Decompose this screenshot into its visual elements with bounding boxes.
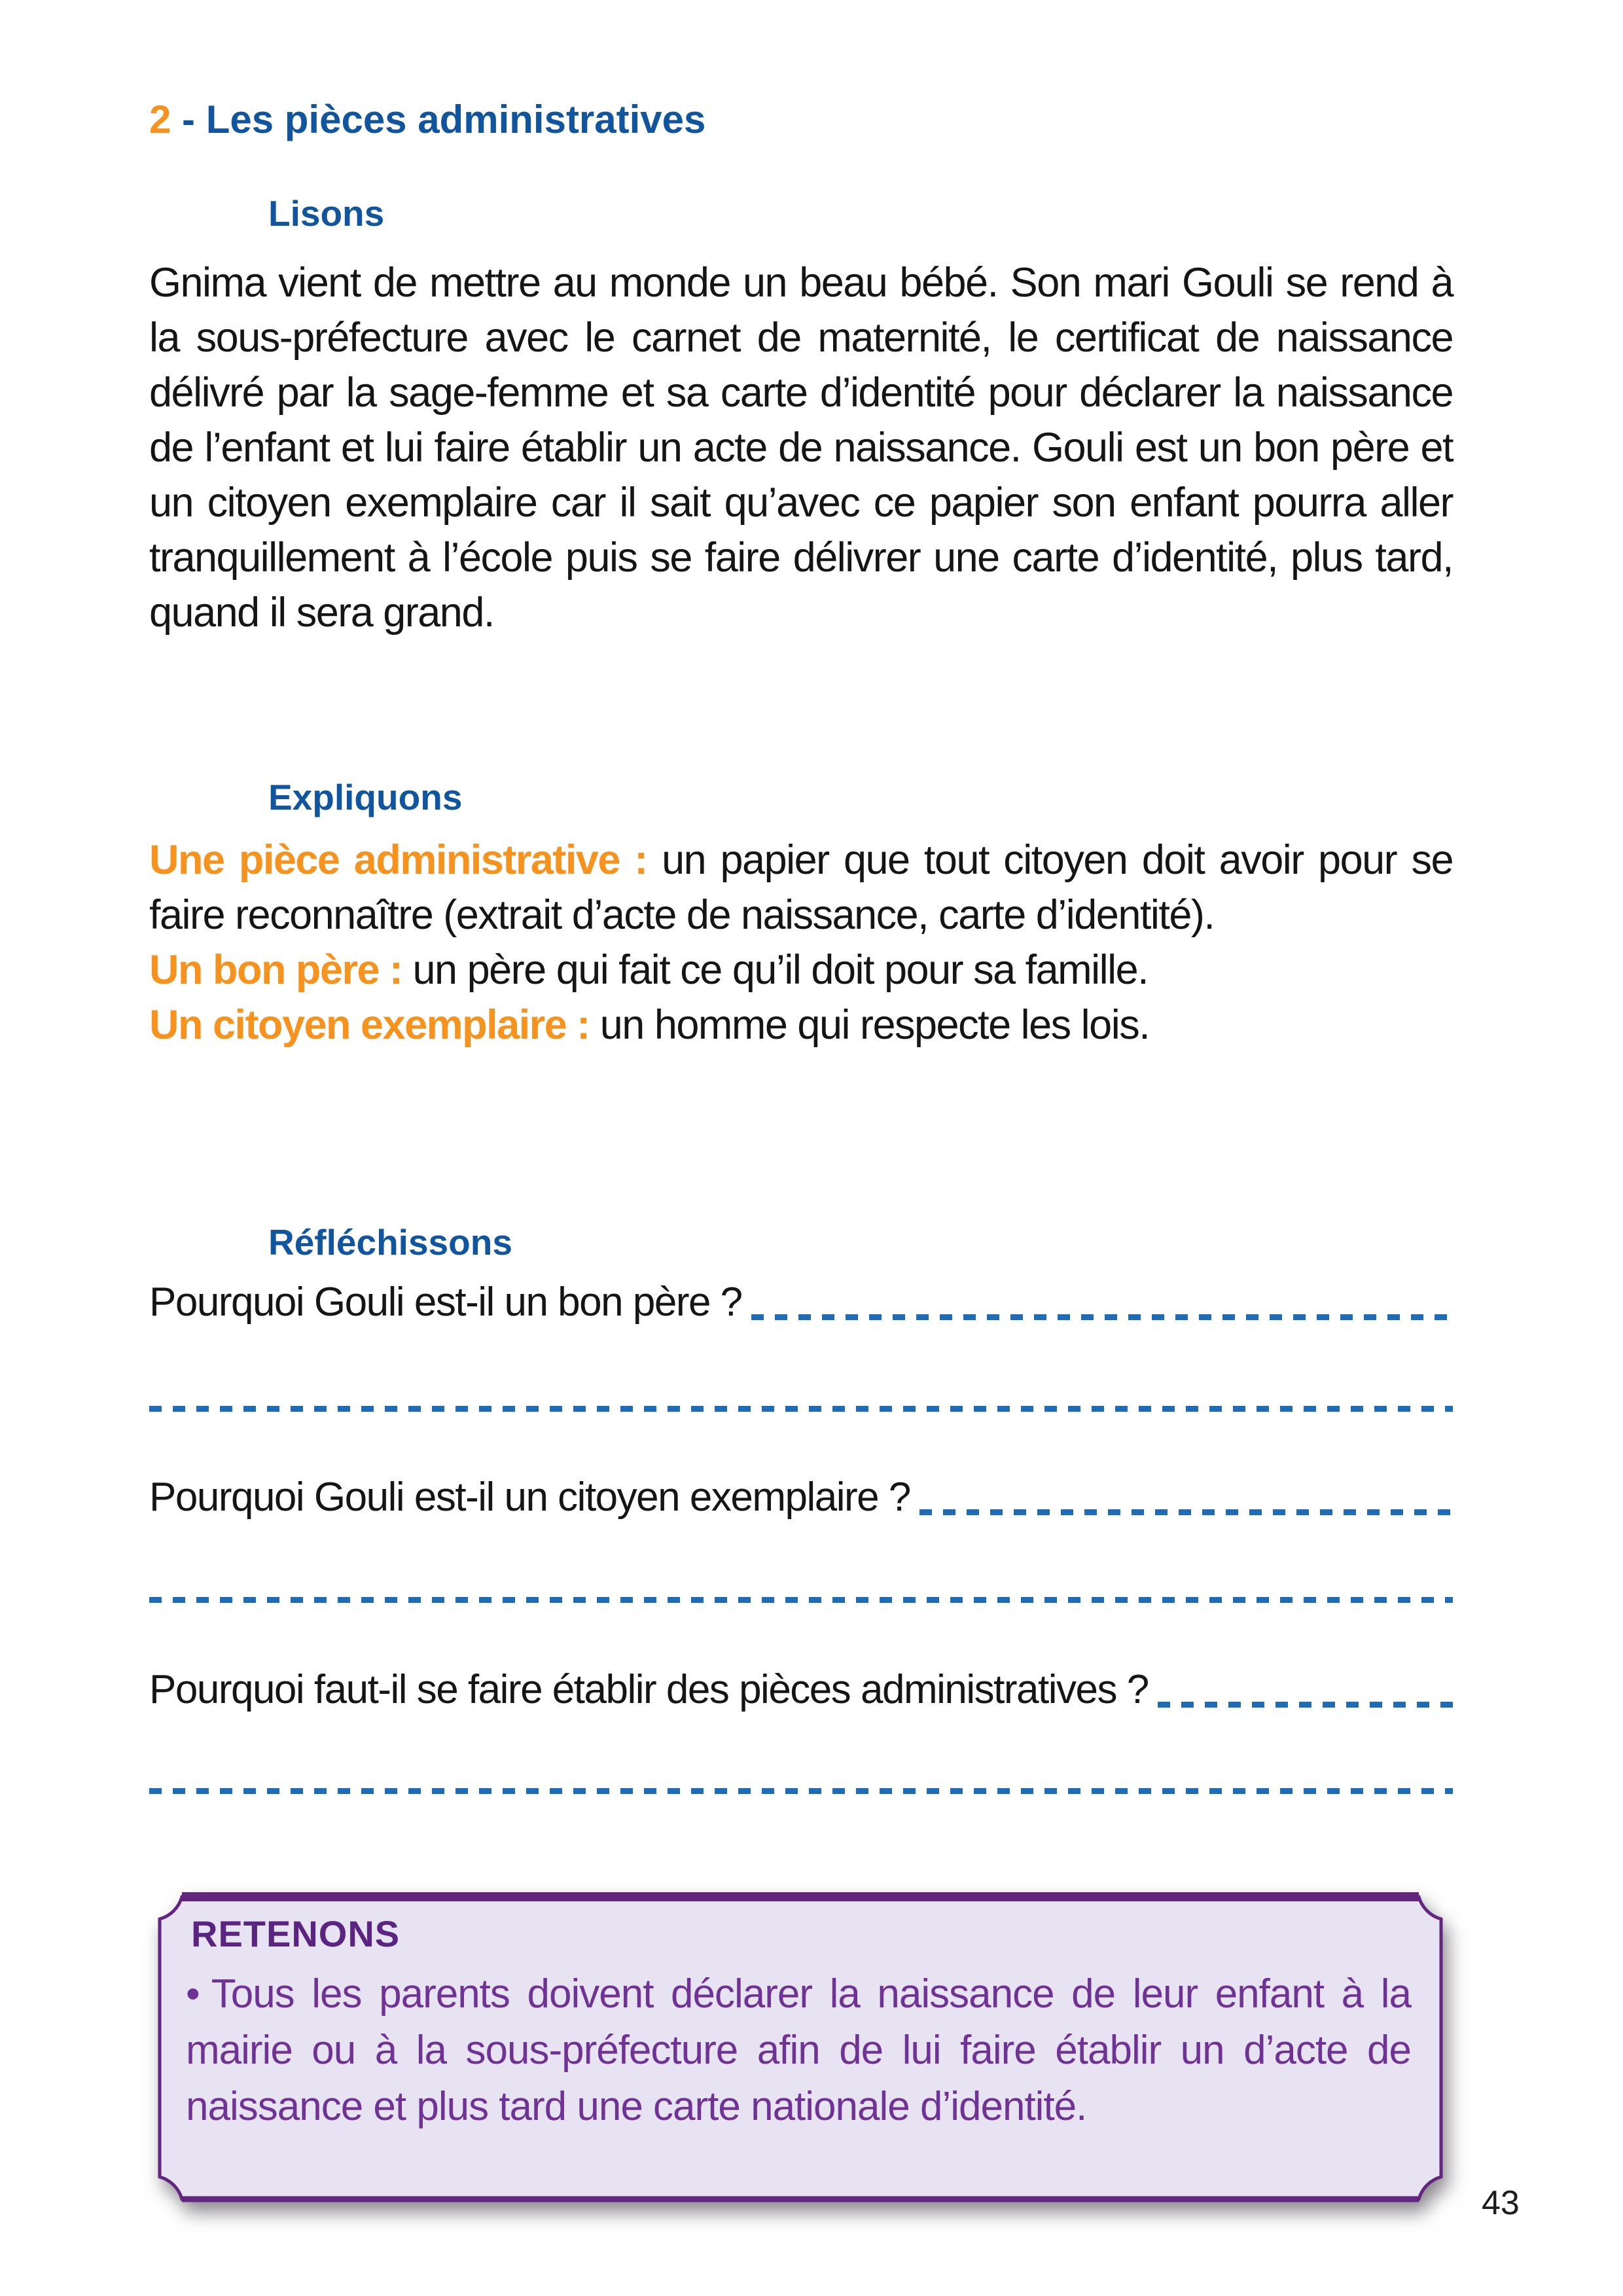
bullet-icon: • [186,1971,200,2017]
definition-item [149,833,1453,942]
question-row [149,1662,1453,1717]
heading-lisons: Lisons [268,193,385,234]
question-text: Pourquoi Gouli est-il un bon père ? [149,1280,742,1325]
page-number: 43 [1482,2184,1520,2222]
page-title [149,97,705,142]
question-row [149,1275,1453,1330]
reading-paragraph: Gnima vient de mettre au monde un beau bébé. Son mari Gouli se rend à la sous-préfecture avec le carnet de maternité, le certificat de naissance délivré par la sage-femme et sa carte d’identité pour déclarer la naissance de l’enfant et lui faire établir un acte de naissance. Gouli est un bon père et un citoyen exemplaire car il sait qu’avec ce papier son enfant pourra aller tranquillement à l’école puis se faire délivrer une carte d’identité, plus tard, quand il sera grand. [149,260,1453,636]
definition-item [149,942,1453,997]
heading-expliquons: Expliquons [268,777,463,817]
answer-dashes [751,1314,1453,1320]
definition-item [149,997,1453,1052]
retenons-text [186,1966,1411,2135]
answer-dashes [1158,1702,1453,1708]
definitions-list [149,833,1453,1052]
retenons-box [149,1889,1452,2207]
definition-term: Une pièce administrative : [149,837,647,883]
definition-text: un homme qui respecte les lois. [599,1002,1150,1048]
definition-term: Un bon père : [149,947,402,993]
definition-text: un papier que tout citoyen doit avoir pour se faire reconnaître (extrait d’acte de naissance, carte d’identité). [149,837,1454,938]
answer-line [149,1788,1453,1794]
answer-line [149,1406,1453,1412]
answer-line [149,1597,1453,1603]
definition-term: Un citoyen exemplaire : [149,1002,590,1048]
page-title-text: - Les pièces administratives [182,98,706,141]
definition-text: un père qui fait ce qu’il doit pour sa famille. [412,947,1149,993]
question-row [149,1470,1453,1525]
page-title-number: 2 [149,98,171,141]
question-text: Pourquoi Gouli est-il un citoyen exemplaire ? [149,1475,910,1520]
retenons-body: Tous les parents doivent déclarer la naissance de leur enfant à la mairie ou à la sous-préfecture afin de lui faire établir un d’acte de naissance et plus tard une carte nationale d’identité. [186,1971,1411,2129]
retenons-heading: RETENONS [191,1913,401,1954]
heading-reflechissons: Réfléchissons [268,1222,512,1263]
answer-dashes [919,1509,1453,1515]
question-text: Pourquoi faut-il se faire établir des pièces administratives ? [149,1667,1149,1712]
